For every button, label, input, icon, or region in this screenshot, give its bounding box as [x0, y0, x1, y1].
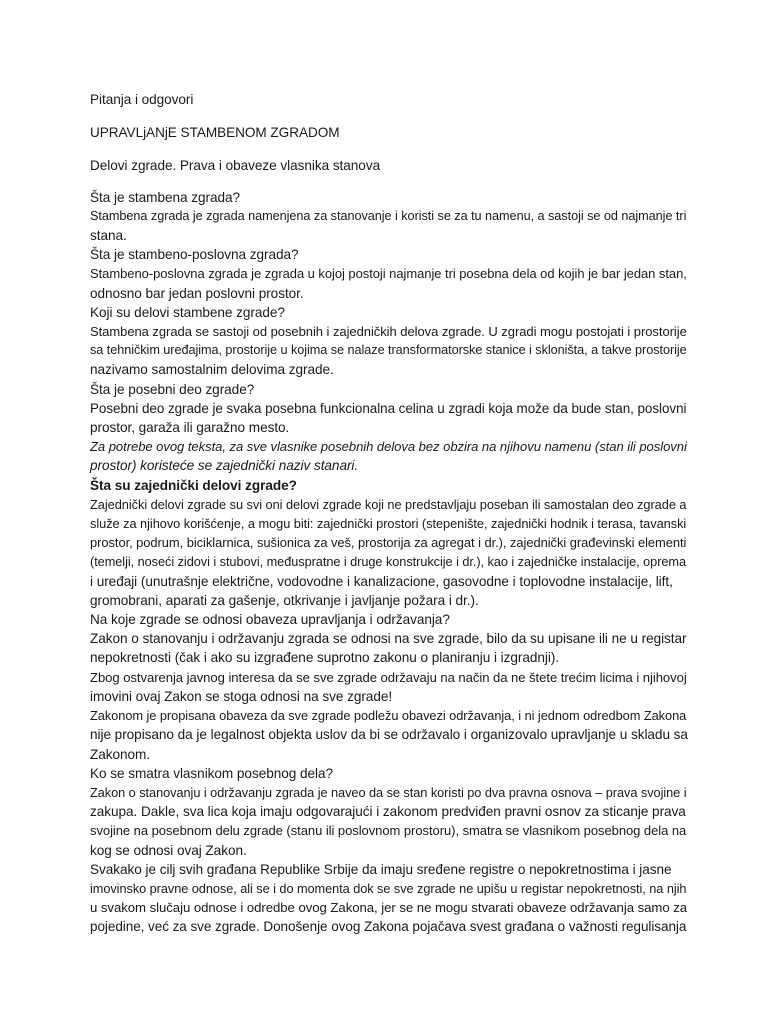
text-line: Šta su zajednički delovi zgrade? — [90, 477, 297, 493]
text-line: zakupa. Dakle, sva lica koja imaju odgovarajući i zakonom predviđen pravni osnov za sticanje prava — [90, 804, 686, 820]
document-pre-title: Pitanja i odgovori — [90, 92, 194, 107]
text-line: gromobrani, aparati za gašenje, otkrivanje i javljanje požara i dr.). — [90, 592, 479, 608]
text-line: svojine na posebnom delu zgrade (stanu ili poslovnom prostoru), smatra se vlasnikom posebnog dela na — [90, 823, 687, 839]
text-line: (temelji, noseći zidovi i stubovi, međuspratne i druge konstrukcije i dr.), kao i zajedničke instalacije, oprema — [90, 554, 687, 570]
text-line: Šta je stambeno-poslovna zgrada? — [90, 247, 299, 263]
text-line: odnosno bar jedan poslovni prostor. — [90, 285, 304, 301]
text-line: Zakon o stanovanju i održavanju zgrada se odnosi na sve zgrade, bilo da su upisane ili ne u registar — [90, 631, 687, 647]
text-line: nije propisano da je legalnost objekta uslov da bi se održavalo i organizovalo upravljanje u skladu sa — [90, 727, 688, 743]
text-line: Posebni deo zgrade je svaka posebna funkcionalna celina u zgradi koja može da bude stan, poslovni — [90, 400, 687, 416]
text-line: prostor, podrum, biciklarnica, sušionica za veš, prostorija za agregat i dr.), zajednički građevinski elementi — [90, 535, 687, 551]
text-line: Zbog ostvarenja javnog interesa da se sve zgrade održavaju na način da ne štete trećim licima i njihovoj — [90, 669, 687, 685]
text-line: sa tehničkim uređajima, prostorije u kojima se nalaze transformatorske stanice i skloništa, a takve prostorije — [90, 343, 687, 358]
text-line: nepokretnosti (čak i ako su izgrađene suprotno zakonu o planiranju i izgradnji). — [90, 650, 560, 666]
text-line: imovini ovaj Zakon se stoga odnosi na sve zgrade! — [90, 688, 393, 704]
text-line: Koji su delovi stambene zgrade? — [90, 304, 285, 320]
text-line: Zakonom. — [90, 746, 151, 762]
text-line: Svakako je cilj svih građana Republike Srbije da imaju sređene registre o nepokretnostima i jasne — [90, 861, 672, 877]
document-page — [90, 90, 690, 937]
text-line: Na koje zgrade se odnosi obaveza upravljanja i održavanja? — [90, 612, 450, 628]
text-line: Stambeno-poslovna zgrada je zgrada u kojoj postoji najmanje tri posebna dela od kojih je bar jedan stan, — [90, 266, 687, 282]
text-line: stana. — [90, 228, 127, 244]
text-line: u svakom slučaju odnose i odredbe ovog Zakona, jer se ne mogu stvarati obaveze održavanja samo za — [90, 900, 688, 916]
text-line: i uređaji (unutrašnje električne, vodovodne i kanalizacione, gasovodne i toplovodne instalacije, lift, — [90, 573, 673, 589]
text-line: Stambena zgrada je zgrada namenjena za stanovanje i koristi se za tu namenu, a sastoji se od najmanje tri — [90, 208, 687, 223]
text-line: Zajednički delovi zgrade su svi oni delovi zgrade koji ne predstavljaju poseban ili samostalan deo zgrade a — [90, 496, 687, 512]
text-line: prostor, garaža ili garažno mesto. — [90, 420, 290, 436]
text-line: Šta je posebni deo zgrade? — [90, 381, 255, 397]
text-line: Zakon o stanovanju i održavanju zgrada je naveo da se stan koristi po dva pravna osnova – prava svojine i — [90, 784, 687, 800]
text-line: služe za njihovo korišćenje, a mogu biti: zajednički prostori (stepenište, zajednički hodnik i terasa, tavanski — [90, 516, 687, 532]
document-subtitle: Delovi zgrade. Prava i obaveze vlasnika stanova — [90, 158, 381, 174]
text-line: Ko se smatra vlasnikom posebnog dela? — [90, 765, 333, 781]
text-line: nazivamo samostalnim delovima zgrade. — [90, 362, 334, 378]
document-title: UPRAVLjANjE STAMBENOM ZGRADOM — [90, 125, 340, 141]
text-line: Stambena zgrada se sastoji od posebnih i zajedničkih delova zgrade. U zgradi mogu postojati i prostorije — [90, 324, 687, 340]
text-line: Za potrebe ovog teksta, za sve vlasnike posebnih delova bez obzira na njihovu namenu (stan ili poslovni — [90, 439, 687, 455]
text-line: imovinsko pravne odnose, ali se i do momenta dok se sve zgrade ne upišu u registar nepokretnosti, na njih — [90, 880, 687, 896]
document-body — [90, 188, 690, 937]
text-line: Zakonom je propisana obaveza da sve zgrade podležu obavezi održavanja, i ni jednom odredbom Zakona — [90, 708, 687, 724]
text-line: Šta je stambena zgrada? — [90, 189, 240, 205]
text-line: kog se odnosi ovaj Zakon. — [90, 842, 247, 858]
text-line: pojedine, već za sve zgrade. Donošenje ovog Zakona pojačava svest građana o važnosti regulisanja — [90, 919, 687, 935]
text-line: prostor) koristeće se zajednički naziv stanari. — [90, 458, 359, 474]
